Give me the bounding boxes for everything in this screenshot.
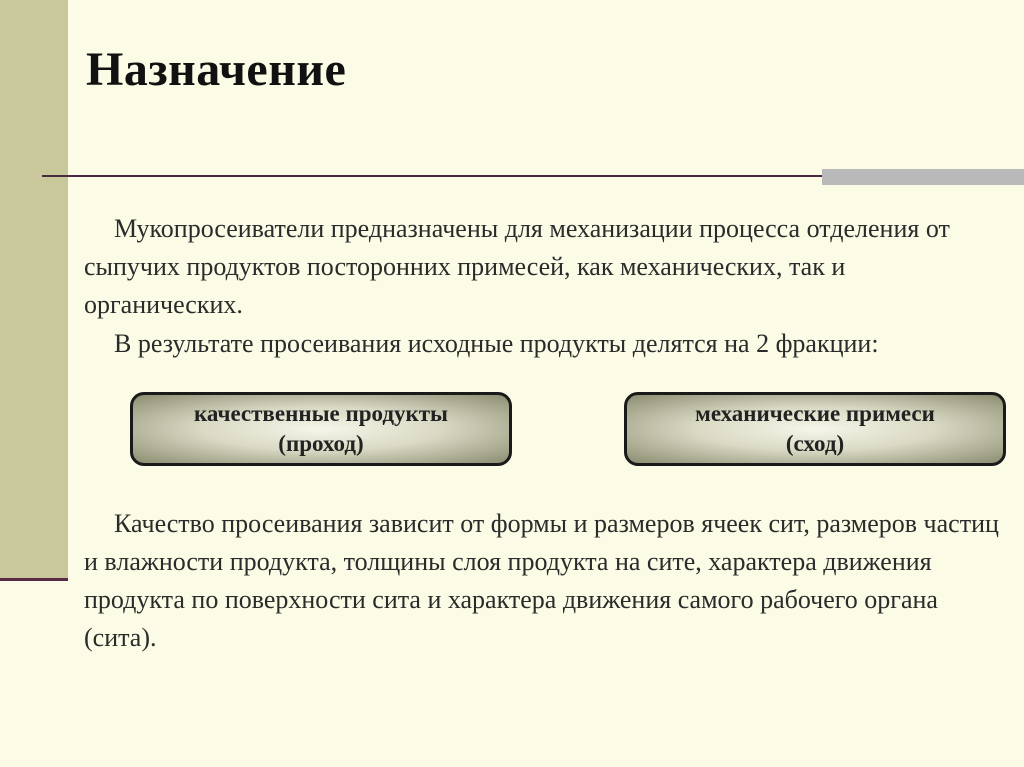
fraction-note: (проход)	[278, 431, 364, 456]
left-decor-line	[0, 578, 68, 581]
fraction-box-overflow	[624, 392, 1006, 466]
fraction-box-pass	[130, 392, 512, 466]
paragraph-purpose: Мукопросеиватели предназначены для механизации процесса отделения от сыпучих продуктов посторонних примесей, как механических, так и органических.	[84, 214, 950, 319]
slide-title: Назначение	[86, 43, 347, 96]
fraction-name: механические примеси	[695, 401, 935, 426]
paragraph-quality: Качество просеивания зависит от формы и размеров ячеек сит, размеров частиц и влажности продукта, толщины слоя продукта на сите, характера движения продукта по поверхности сита и характера движения самого рабочего органа (сита).	[84, 509, 999, 652]
fraction-note: (сход)	[785, 431, 845, 456]
paragraph-fractions-intro: В результате просеивания исходные продукты делятся на 2 фракции:	[114, 329, 879, 358]
divider-accent	[822, 169, 1024, 185]
fraction-name: качественные продукты	[193, 401, 449, 426]
left-decor-bar	[0, 0, 68, 580]
